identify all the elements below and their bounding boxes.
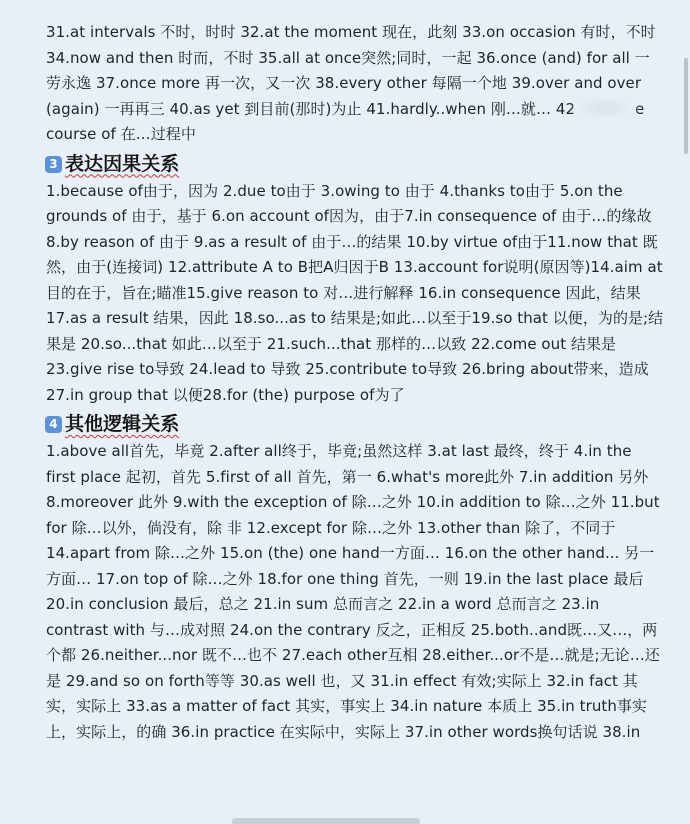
scrollbar[interactable] xyxy=(684,58,688,154)
section-heading-causal xyxy=(45,151,664,178)
number-3-icon: 3 xyxy=(45,156,62,173)
other-logic-phrases-paragraph: 1.above all首先，毕竟 2.after all终于，毕竟;虽然这样 3.at last 最终，终于 4.in the first place 起初，首先 5.first of all 首先，第一 6.what's more此外 7.in addition 另外 8.moreover 此外 9.with the exception of 除…之外 10.in addition to 除…之外 11.but for 除…以外，倘没有，除 非 12.except for 除…之外 13.other than 除了，不同于 14.apart from 除…之外 15.on (the) one hand一方面… 16.on the other hand... 另一方面… 17.on top of 除…之外 18.for one thing 首先，一则 19.in the last place 最后 20.in conclusion 最后，总之 21.in sum 总而言之 22.in a word 总而言之 23.in contrast with 与…成对照 24.on the contrary 反之，正相反 25.both..and既…又…，两个都 26.neither...nor 既不…也不 27.each other互相 28.either...or不是…就是;无论…还是 29.and so on forth等等 30.as well 也，又 31.in effect 有效;实际上 32.in fact 其实，实际上 33.as a matter of fact 其实，事实上 34.in nature 本质上 35.in truth事实上，实际上，的确 36.in practice 在实际中，实际上 37.in other words换句话说 38.in xyxy=(46,442,660,741)
blurred-region xyxy=(575,100,635,116)
time-phrases-text: 31.at intervals 不时，时时 32.at the moment 现在，此刻 33.on occasion 有时，不时 34.now and then 时而，不时 35.all at once突然;同时，一起 36.once (and) for all 一劳永逸 37.once more 再一次，又一次 38.every other 每隔一个地 39.over and over (again) 一再再三 40.as yet 到目前(那时)为止 41.hardly..when 刚…就… 42 xyxy=(46,23,656,118)
section-heading-other xyxy=(45,411,664,438)
causal-phrases-paragraph: 1.because of由于，因为 2.due to由于 3.owing to 由于 4.thanks to由于 5.on the grounds of 由于，基于 6.on account of因为，由于7.in consequence of 由于…的缘故 8.by reason of 由于 9.as a result of 由于…的结果 10.by virtue of由于11.now that 既然，由于(连接词) 12.attribute A to B把A归因于B 13.account for说明(原因等)14.aim at目的在于，旨在;瞄准15.give reason to 对…进行解释 16.in consequence 因此，结果 17.as a result 结果，因此 18.so...as to 结果是;如此…以至于19.so that 以便，为的是;结果是 20.so...that 如此…以至于 21.such...that 那样的…以致 22.come out 结果是 23.give rise to导致 24.lead to 导致 25.contribute to导致 26.bring about带来，造成 27.in group that 以便28.for (the) purpose of为了 xyxy=(46,181,664,404)
section-title-causal: 表达因果关系 xyxy=(65,152,180,175)
section-title-other: 其他逻辑关系 xyxy=(65,413,180,435)
time-phrases-paragraph xyxy=(46,20,664,148)
number-4-icon: 4 xyxy=(45,416,62,433)
home-indicator xyxy=(232,818,420,824)
time-phrases-text-end: e course of 在…过程中 xyxy=(46,99,645,143)
